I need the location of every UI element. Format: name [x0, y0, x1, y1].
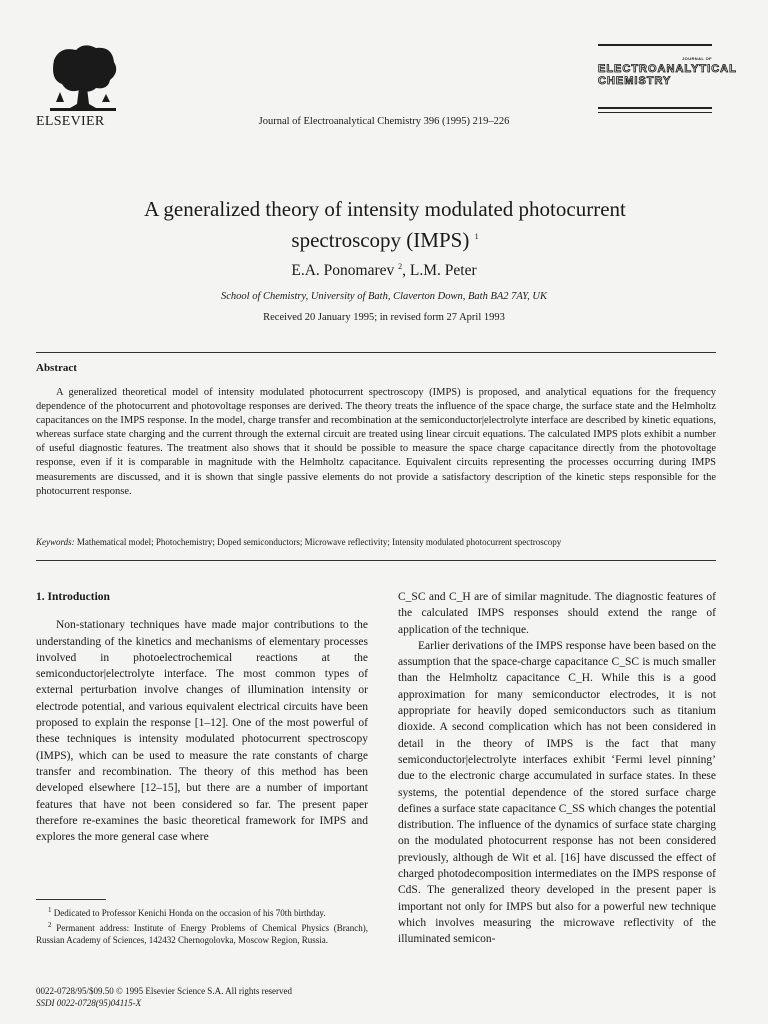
footnote-2-mark: 2	[48, 921, 52, 929]
footnote-rule	[36, 899, 106, 900]
footnote-2-text: Permanent address: Institute of Energy Problems of Chemical Physics (Branch), Russian Academy of Sciences, 142432 Chernogolovka, Moscow Region, Russia.	[36, 923, 368, 945]
abstract-text: A generalized theoretical model of intensity modulated photocurrent spectroscopy (IMPS) is proposed, and analytical equations for the frequency dependence of the photocurrent and photovoltage responses are derived. The theory treats the influence of the space charge, the surface state and the Helmholtz capacitances on the IMPS response. In the model, charge transfer and recombination at the semiconductor|electrolyte interface are described by kinetic equations, whereas surface state charging and the current through the external circuit are treated using linear circuit equations. The calculated IMPS plots exhibit a number of useful diagnostic features. The treatment also shows that it should be possible to measure the space charge capacitance directly from the photovoltage response, even if it is comparable in magnitude with the Helmholtz capacitance. Equivalent circuits representing the processes occurring during IMPS measurements are discussed, and it is shown that single passive elements do not provide a satisfactory description of the kinetic steps responsible for the photocurrent response.	[36, 387, 716, 497]
footnote-1-text: Dedicated to Professor Kenichi Honda on the occasion of his 70th birthday.	[51, 908, 326, 918]
title-line1: A generalized theory of intensity modulated photocurrent	[144, 197, 626, 221]
author-1: E.A. Ponomarev	[291, 262, 395, 280]
article-title	[60, 196, 710, 254]
masthead-line2: CHEMISTRY	[598, 75, 672, 87]
masthead-rule-top	[598, 44, 712, 46]
title-footnote-mark: 1	[474, 232, 479, 241]
section-heading: 1. Introduction	[36, 591, 110, 603]
masthead-rule-bottom-thin	[598, 112, 712, 113]
copyright-line: 0022-0728/95/$09.50 © 1995 Elsevier Science S.A. All rights reserved	[36, 986, 293, 996]
intro-paragraph-2: C_SC and C_H are of similar magnitude. The diagnostic features of the calculated IMPS responses should extend the range of application of the technique.	[398, 591, 716, 636]
abstract-top-rule	[36, 352, 716, 353]
affiliation: School of Chemistry, University of Bath, Claverton Down, Bath BA2 7AY, UK	[221, 291, 547, 302]
author-1-mark: 2	[398, 262, 403, 271]
elsevier-tree-logo-icon	[46, 42, 120, 112]
abstract-heading: Abstract	[36, 362, 77, 374]
keywords-label: Keywords:	[36, 537, 75, 547]
authors	[0, 262, 768, 280]
masthead-small-label: JOURNAL OF	[682, 56, 712, 61]
masthead-line1: ELECTROANALYTICAL	[598, 63, 737, 75]
publisher-name: ELSEVIER	[36, 114, 105, 129]
journal-citation: Journal of Electroanalytical Chemistry 396 (1995) 219–226	[258, 116, 510, 127]
keywords	[36, 537, 716, 547]
title-line2: spectroscopy (IMPS)	[291, 228, 470, 252]
received-dates: Received 20 January 1995; in revised form 27 April 1993	[263, 312, 505, 323]
footnotes	[36, 904, 368, 946]
footnote-2	[36, 919, 368, 946]
ssdi-line: SSDI 0022-0728(95)04115-X	[36, 998, 142, 1008]
keywords-list: Mathematical model; Photochemistry; Doped semiconductors; Microwave reflectivity; Intensity modulated photocurrent spectroscopy	[76, 537, 562, 547]
body-right-column	[398, 589, 716, 948]
intro-paragraph-1: Non-stationary techniques have made major contributions to the understanding of the kinetics and mechanisms of elementary processes involved in photoelectrochemical reactions at the semiconductor|electrolyte interface. The most common types of external perturbation involve changes of illumination intensity or electrode potential, and various equivalent electrical circuits have been proposed to explain the response [1–12]. One of the most powerful of these techniques is intensity modulated photocurrent spectroscopy (IMPS), which can be used to measure the rate constants of charge transfer and recombination. The theory of this method has been developed elsewhere [12–15], but there are a number of important features that have not been considered so far. The present paper therefore re-examines the basic theoretical framework for IMPS and explores the more general case where	[36, 619, 368, 844]
footnote-1	[36, 904, 368, 919]
author-2: , L.M. Peter	[402, 262, 477, 280]
copyright-block	[36, 985, 292, 1009]
footnote-1-mark: 1	[48, 906, 52, 914]
journal-masthead	[598, 44, 737, 113]
body-left-column	[36, 589, 368, 845]
intro-paragraph-3: Earlier derivations of the IMPS response have been based on the assumption that the space-charge capacitance C_SC is much smaller than the Helmholtz capacitance C_H. While this is a good approximation for many semiconductor electrodes, it is not appropriate for heavily doped semiconductors such as titanium dioxide. A second complication which has not been considered in detail in the theory of IMPS is the fact that many semiconductor|electrolyte interfaces exhibit ‘Fermi level pinning’ due to the electronic charge accumulated in surface states. In these systems, the potential dependence of the stored surface charge defines a surface state capacitance C_SS which changes the potential distribution. The influence of the dynamics of surface state charging on the modulated photocurrent response has not been considered previously, although de Wit et al. [16] have discussed the effect of charged photodecomposition intermediates on the IMPS response of CdS. The generalized theory developed in the present paper is important not only for IMPS but also for a powerful new technique which involves measuring the microwave reflectivity of the illuminated semicon-	[398, 639, 716, 946]
abstract-bottom-rule	[36, 560, 716, 561]
